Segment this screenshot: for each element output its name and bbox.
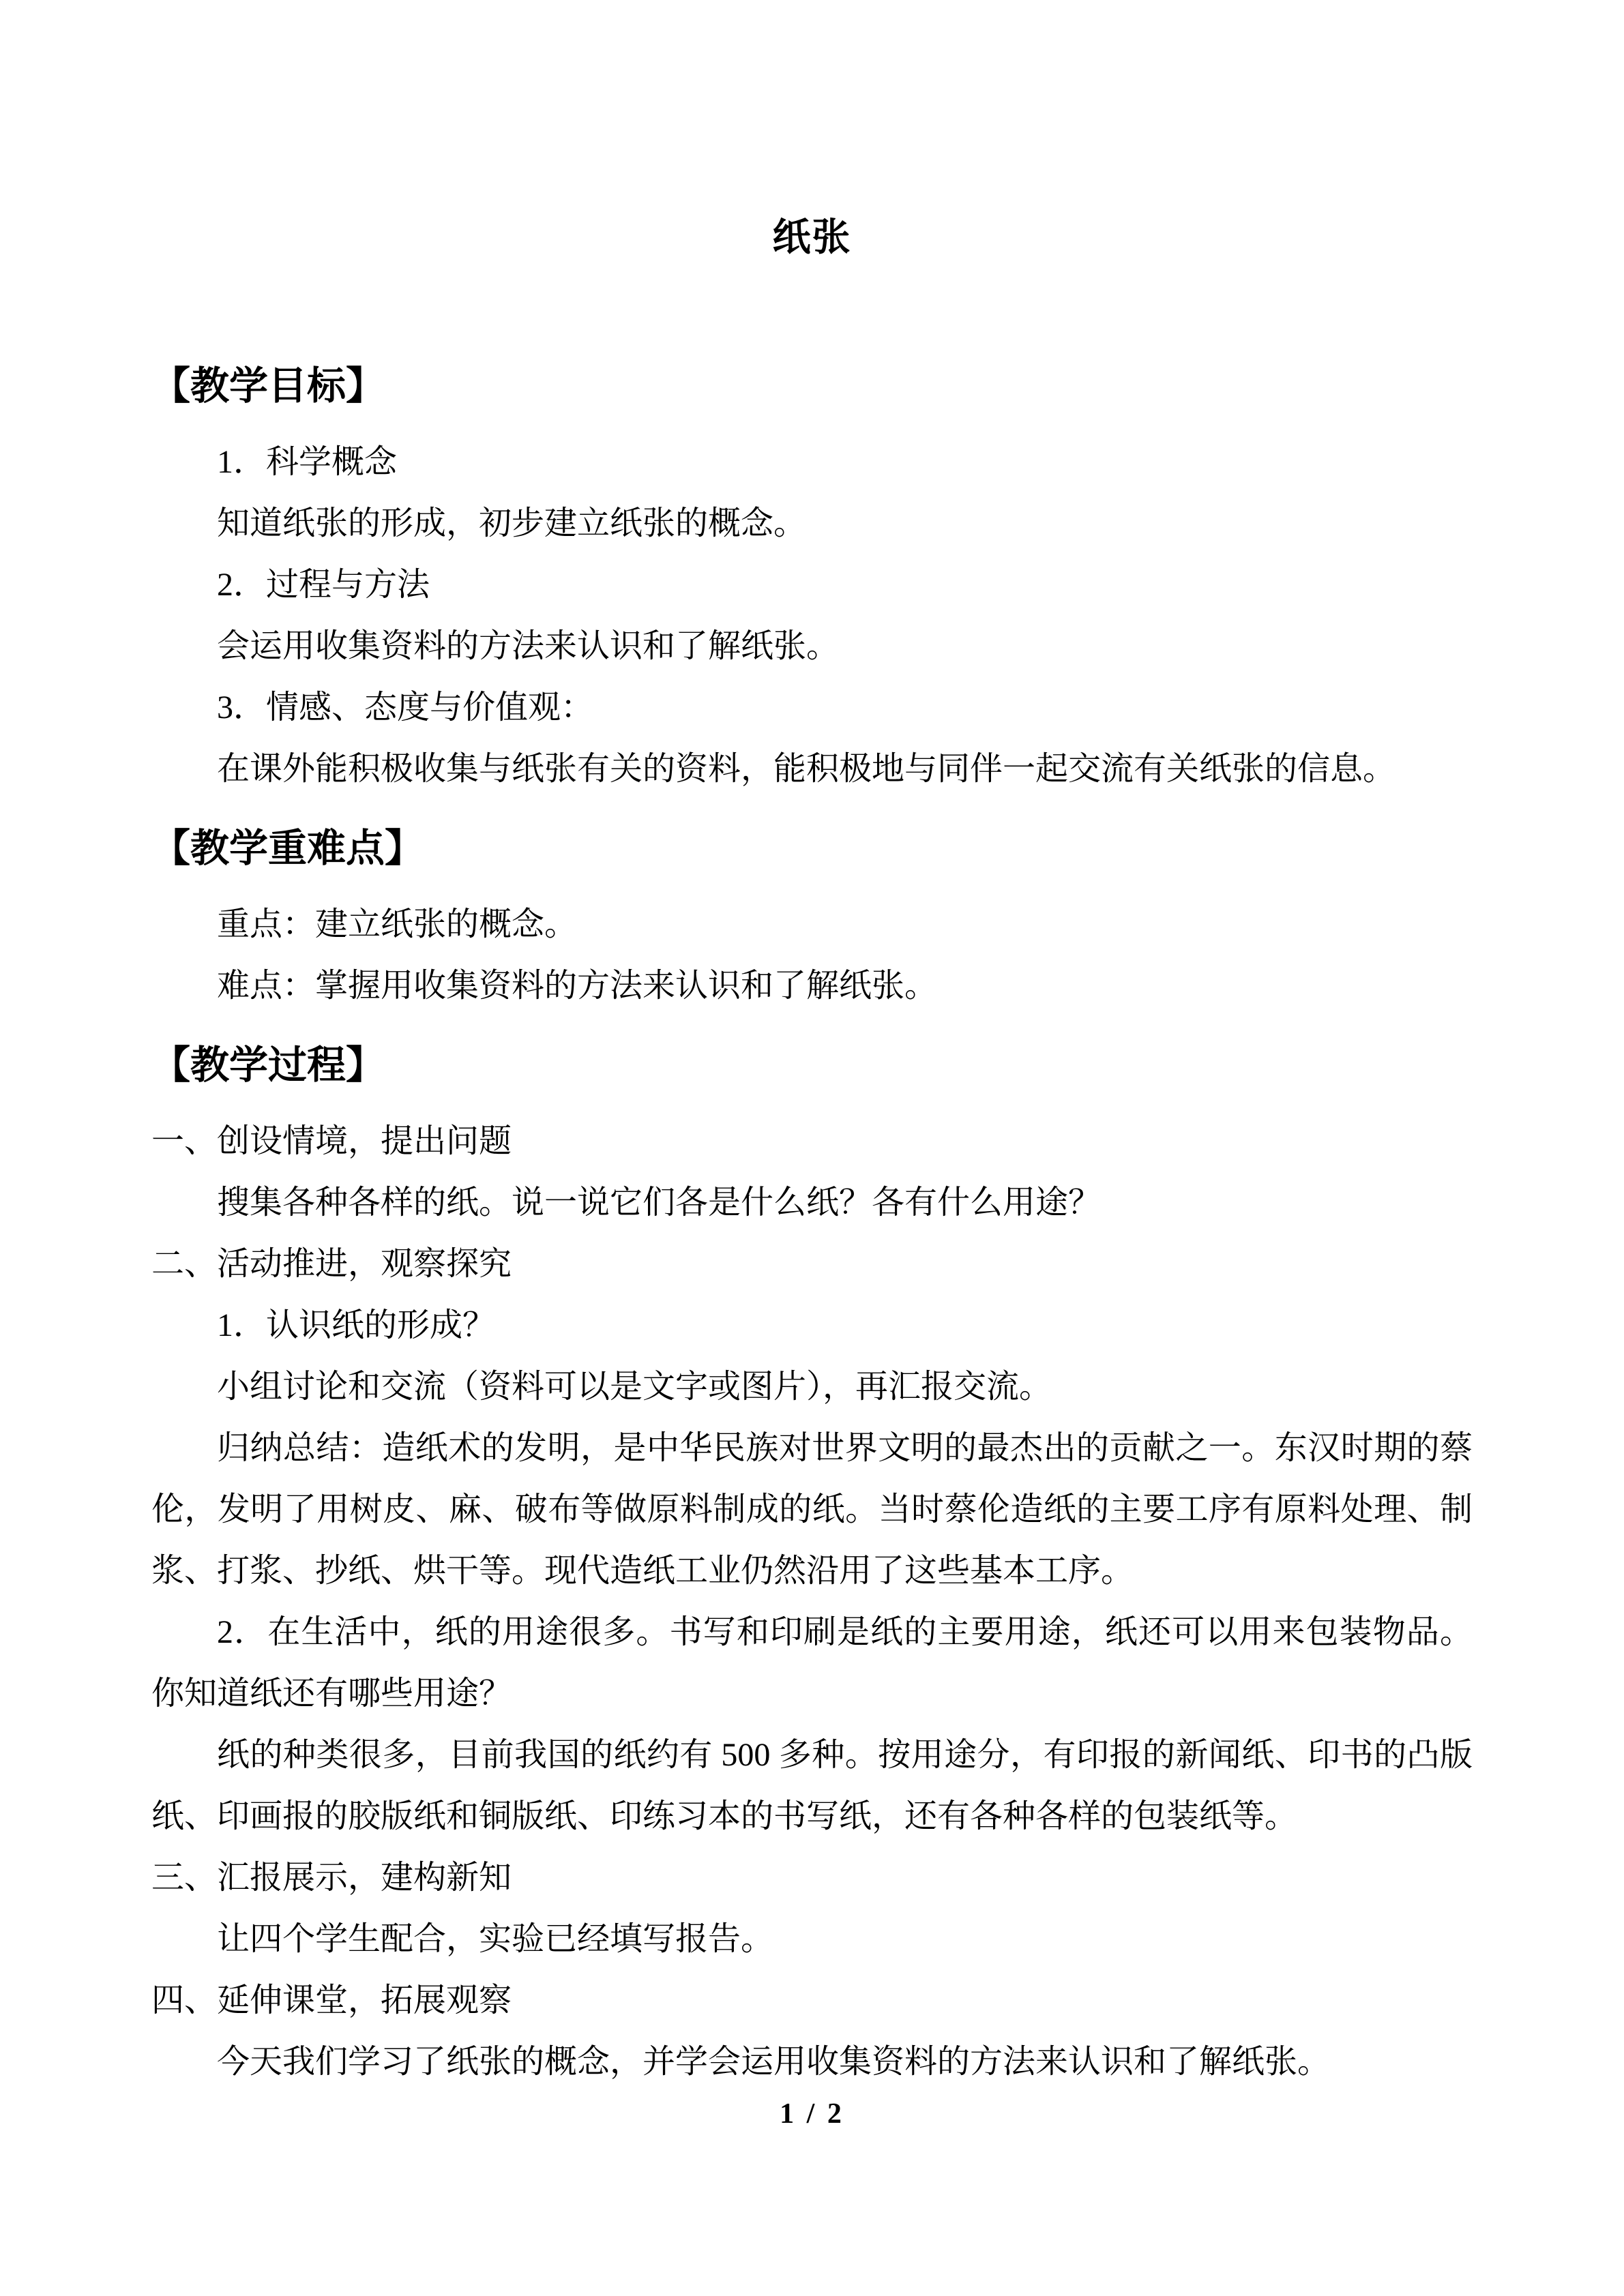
process-step-1-desc: 搜集各种各样的纸。说一说它们各是什么纸？各有什么用途？ (217, 1184, 1102, 1221)
page-number: 1 / 2 (780, 2098, 844, 2130)
process-step-3-title: 三、汇报展示，建构新知 (151, 1860, 512, 1896)
process-step-4-desc: 今天我们学习了纸张的概念，并学会运用收集资料的方法来认识和了解纸张。 (217, 2044, 1331, 2080)
difficult-point-line: 难点：掌握用收集资料的方法来认识和了解纸张。 (217, 968, 938, 1004)
process-step-3-desc: 让四个学生配合，实验已经填写报告。 (217, 1921, 774, 1957)
objective-item-3-title: 3．情感、态度与价值观： (217, 689, 594, 726)
section-heading-key-difficult-points: 【教学重难点】 (151, 827, 424, 870)
process-step-1-title: 一、创设情境，提出问题 (151, 1123, 512, 1159)
document-title: 纸张 (772, 217, 852, 259)
objective-item-1-title: 1．科学概念 (217, 444, 398, 480)
objective-item-2-desc: 会运用收集资料的方法来认识和了解纸张。 (217, 628, 840, 664)
process-step-2-title: 二、活动推进，观察探究 (151, 1246, 512, 1282)
objective-item-2-title: 2．过程与方法 (217, 567, 430, 603)
process-step-4-title: 四、延伸课堂，拓展观察 (151, 1982, 512, 2018)
section-heading-teaching-objectives: 【教学目标】 (151, 365, 385, 408)
process-step-2-item-1-desc: 小组讨论和交流（资料可以是文字或图片），再汇报交流。 (217, 1369, 1052, 1405)
objective-item-3-desc: 在课外能积极收集与纸张有关的资料，能积极地与同伴一起交流有关纸张的信息。 (217, 751, 1396, 787)
objective-item-1-desc: 知道纸张的形成，初步建立纸张的概念。 (217, 505, 807, 541)
paper-types-paragraph: 纸的种类很多，目前我国的纸约有 500 多种。按用途分，有印报的新闻纸、印书的凸版纸、印画报的胶版纸和铜版纸、印练习本的书写纸，还有各种各样的包装纸等。 (151, 1737, 1473, 1834)
key-point-line: 重点：建立纸张的概念。 (217, 906, 578, 942)
process-summary-paragraph: 归纳总结：造纸术的发明，是中华民族对世界文明的最杰出的贡献之一。东汉时期的蔡伦，发明了用树皮、麻、破布等做原料制成的纸。当时蔡伦造纸的主要工序有原料处理、制浆、打浆、抄纸、烘干等。现代造纸工业仍然沿用了这些基本工序。 (151, 1430, 1473, 1589)
section-heading-teaching-process: 【教学过程】 (151, 1044, 385, 1087)
page-footer (0, 2098, 1624, 2130)
process-step-2-item-2: 2．在生活中，纸的用途很多。书写和印刷是纸的主要用途，纸还可以用来包装物品。你知道纸还有哪些用途？ (151, 1614, 1473, 1712)
document-body (0, 353, 1624, 2093)
process-step-2-item-1: 1．认识纸的形成？ (217, 1307, 496, 1343)
